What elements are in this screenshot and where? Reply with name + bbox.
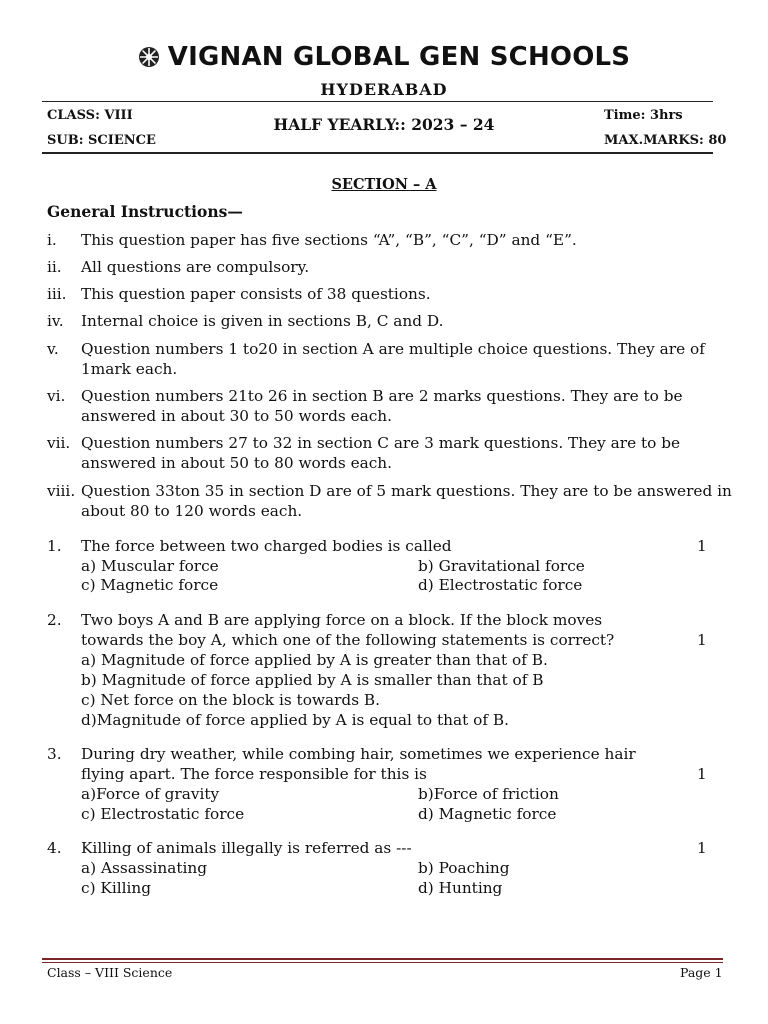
school-name: VIGNAN GLOBAL GEN SCHOOLS [167,42,631,72]
question-stem: towards the boy A, which one of the following statements is correct? [81,631,615,649]
instruction-number: vii. [47,434,71,452]
option-a: a)Force of gravity [81,785,220,803]
question-item [47,838,727,898]
question-number: 4. [47,839,62,857]
option-d: d) Electrostatic force [418,576,583,594]
instruction-number: v. [47,340,59,358]
option-d: d) Hunting [418,879,503,897]
instruction-item [47,339,737,379]
question-stem: Two boys A and B are applying force on a block. If the block moves [81,611,603,629]
footer-class-label: Class – VIII Science [47,965,173,980]
question-marks: 1 [697,839,707,857]
question-item [47,744,727,824]
option-b: b)Force of friction [418,785,559,803]
instruction-text: Question numbers 1 to20 in section A are multiple choice questions. They are of 1mark each. [81,340,705,378]
instruction-text: This question paper has five sections “A”, “B”, “C”, “D” and “E”. [81,231,577,249]
question-number: 2. [47,611,62,629]
option-b: b) Magnitude of force applied by A is smaller than that of B [81,671,544,689]
question-stem: The force between two charged bodies is called [81,537,452,555]
option-a: a) Muscular force [81,557,219,575]
instruction-text: Question numbers 21to 26 in section B are 2 marks questions. They are to be answered in about 30 to 50 words each. [81,387,683,425]
max-marks-label: MAX.MARKS: 80 [604,133,727,148]
option-b: b) Gravitational force [418,557,585,575]
instruction-number: i. [47,231,57,249]
footer-divider-thin [42,962,723,963]
subject-label: SUB: SCIENCE [47,133,156,148]
question-marks: 1 [697,765,707,783]
instructions-title: General Instructions— [47,202,243,221]
class-label: CLASS: VIII [47,108,133,123]
instruction-item [47,433,737,473]
page-number: Page 1 [680,965,723,980]
time-label: Time: 3hrs [604,108,683,123]
instruction-number: vi. [47,387,66,405]
option-d: d) Magnetic force [418,805,557,823]
section-title: SECTION – A [331,176,437,193]
question-stem: During dry weather, while combing hair, sometimes we experience hair [81,745,636,763]
question-marks: 1 [697,631,707,649]
option-c: c) Electrostatic force [81,805,245,823]
instruction-number: ii. [47,258,62,276]
question-number: 3. [47,745,62,763]
instruction-text: This question paper consists of 38 questions. [81,285,431,303]
option-c: c) Magnetic force [81,576,219,594]
question-marks: 1 [697,537,707,555]
option-c: c) Net force on the block is towards B. [81,691,381,709]
question-stem: flying apart. The force responsible for this is [81,765,427,783]
question-item [47,536,727,596]
instruction-item [47,230,737,250]
option-c: c) Killing [81,879,152,897]
question-item [47,610,727,730]
school-name-heading [0,42,768,72]
instruction-text: Question 33ton 35 in section D are of 5 mark questions. They are to be answered in about 80 to 120 words each. [81,482,732,520]
option-b: b) Poaching [418,859,510,877]
instruction-text: All questions are compulsory. [81,258,310,276]
instruction-text: Question numbers 27 to 32 in section C are 3 mark questions. They are to be answered in about 50 to 80 words each. [81,434,681,472]
header-divider-top [42,101,713,102]
instruction-item [47,284,737,304]
option-d: d)Magnitude of force applied by A is equal to that of B. [81,711,509,729]
option-a: a) Assassinating [81,859,208,877]
question-stem: Killing of animals illegally is referred as --- [81,839,412,857]
exam-title: HALF YEARLY:: 2023 – 24 [273,115,495,134]
instruction-number: iii. [47,285,67,303]
question-number: 1. [47,537,62,555]
option-a: a) Magnitude of force applied by A is greater than that of B. [81,651,548,669]
instruction-item [47,481,737,521]
instruction-number: viii. [47,482,76,500]
footer-divider [42,958,723,960]
instruction-item [47,257,737,277]
city-name: HYDERABAD [320,80,448,99]
instruction-text: Internal choice is given in sections B, C and D. [81,312,444,330]
instruction-item [47,311,737,331]
instruction-item [47,386,737,426]
instruction-number: iv. [47,312,64,330]
header-divider-bottom [42,152,713,154]
flower-emblem-icon [138,46,160,68]
